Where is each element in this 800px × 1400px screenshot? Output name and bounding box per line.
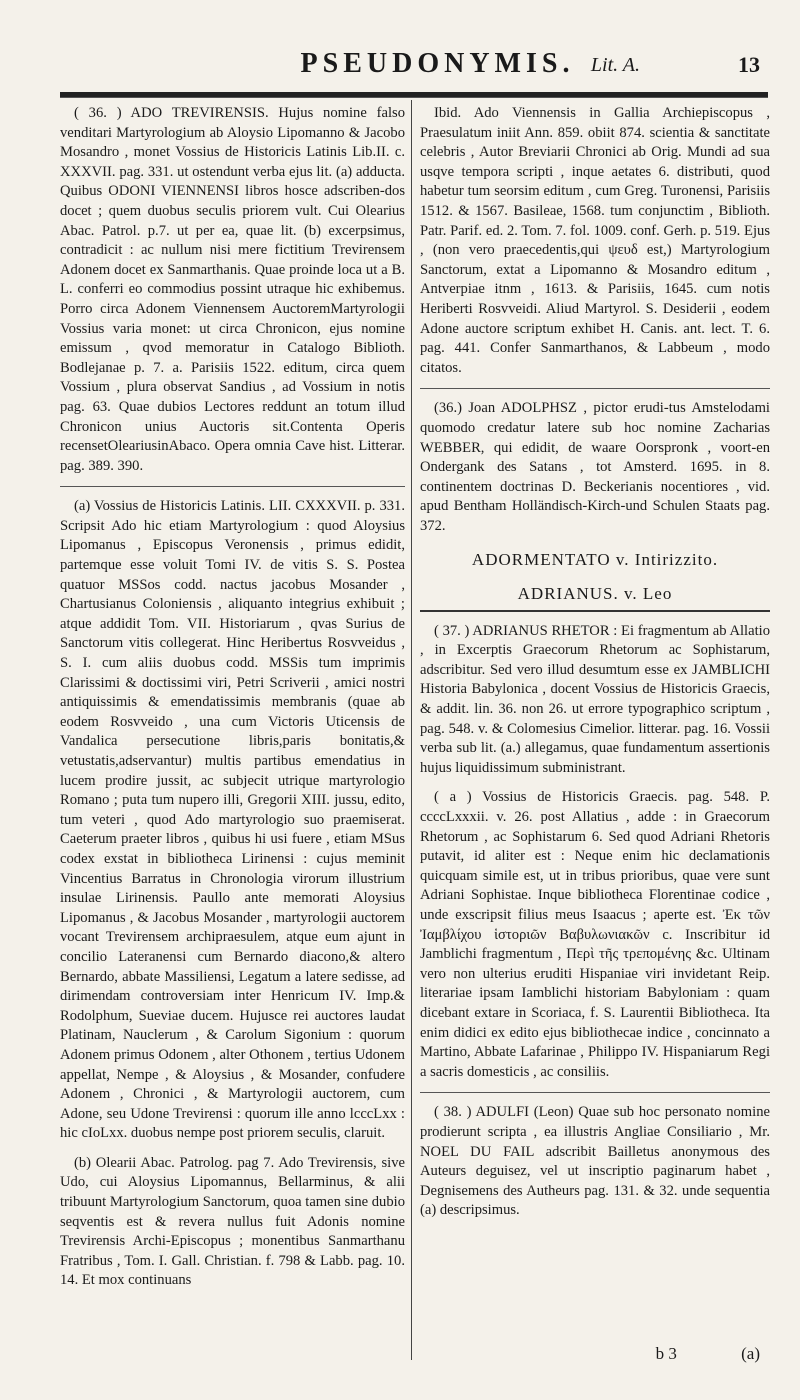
- column-divider: [411, 100, 412, 1360]
- header-rule: [60, 92, 768, 98]
- heading-adrianus: ADRIANUS. v. Leo: [517, 584, 673, 604]
- note-a-vossius: (a) Vossius de Historicis Latinis. LII. CXXXVII. p. 331. Scripsit Ado hic etiam Martyrologium : quod Aloysius Lipomanus , Episcopus Veronensis , primus edidit, partemque esse voluit Tomi IV. de vitis S. S. Postea quatuor MSSos codd. nactus jacobus Mosander , Chartusianus Coloniensis , aliquanto integrius exhibuit ; atque addidit Tom. VII. Historiarum , qvas Surius de Sanctorum vitis collegerat. Hinc Heribertus Rosvveidus , S. I. cum aliis duobus codd. MSSis tum imprimis Clarissimi & doctissimi viri, Petri Scriverii , amici nostri antiquissimis & emendatissimis membranis (quae ab eodem Rosvveido , una cum Victoris Uticensis de Vandalica persecutione libris,paris bonitatis,& vetustatis,adservantur) multis partibus emendatius in lucem prodire jussit, ac subjecit utrique martyrologio Romano ; puta tum nupero illi, Gregorii XIII. jussu, edito, tum veteri , quod Ado martyrologio suo praemiserat. Caeterum praeter libros , quibus hi usi fuere , etiam MSus codex exstat in bibliotheca Lirinensi : cujus meminit Vincentius Barratus in Chronologia virorum illustrium insulae Lirinensis. Paullo ante memorati Aloysius Lipomanus , & Jacobus Mosander , martyrologii auctorem vocant Trevirensem archipraesulem, atque eum ajunt in concilio Lateranensi cum Bernardo diacono,& altero Bernardo, abbate Massiliensi, Legatum a latere sedisse, ad dirimendam controversiam inter Henricum IV. Imp.& Rodolphum, Sueviae ducem. Hujusce rei auctores laudat Platinam, Nauclerum , & Carolum Sigonium : quorum Adonem primus Odonem , alter Othonem , tertius Udonem appellat, Nempe , & Aloysius , & Mosander, confudere Adonem , Chronici , & Martyrologii auctorem, cum Adone, seu Udone Trevirensi : quorum ille anno lcccLxx : hic cIoLxx. duobus nempe post priorem seculis, claruit.: [60, 498, 405, 1142]
- catchword: (a): [741, 1344, 760, 1363]
- divider: [420, 610, 770, 612]
- section-label: Lit. A.: [590, 54, 640, 76]
- right-column: [420, 104, 770, 1231]
- note-b-olearius: (b) Olearii Abac. Patrolog. pag 7. Ado Trevirensis, sive Udo, cui Aloysius Lipomannus, Bellarminus, & alii tribuunt Martyrologium Sanctorum, quoa tamen sine dubio seqventis est & revera nullus fuit Adonis nomine Trevirensis Archi-Episcopus ; monentibus Sanmarthanu Fratribus , Tom. I. Gall. Christian. f. 798 & Labb. pag. 10. 14. Et mox continuans: [60, 1154, 405, 1289]
- signature-mark: b 3: [655, 1344, 677, 1363]
- note-a-vossius-graecis: ( a ) Vossius de Historicis Graecis. pag. 548. P. ccccLxxxii. v. 26. post Allatius , adde : in Graecorum Rhetorum , ac Sophistarum 6. Sed quod Adriani Rhetoris putavit, id aliter est : Neque enim hic declamationis quicquam simile est, ut in tribus prioribus, quae vere sunt Adriani Sophistae. Inque bibliotheca Florentinae codice , unde exscripsit filius meus Isaacus ; aperte est. Ἐκ τῶν Ἰαμβλίχου ἱστοριῶν Βαβυλωνιακῶν c. Inscribitur id Jamblichi fragmentum , Περὶ τῆς τρεπομένης &c. Ultinam vero non ulterius eruditi Hispaniae viri invidetant Reip. literariae ipsam Iamblichi historiam Babyloniam : quam dicebant extare in Scoriaca, f. S. Laurentii Bibliotheca. Ita enim didici ex edito ejus bibliothecae indice , concinnato a Martino, Abbate Lafarinae , Philippo IV. Hispaniarum Regi a sacris domesticis , ac consiliis.: [420, 789, 770, 1080]
- page-footer: [596, 1344, 760, 1364]
- page-number: 13: [738, 52, 760, 77]
- note-ibid-ado-viennensis: Ibid. Ado Viennensis in Gallia Archiepiscopus , Praesulatum iniit Ann. 859. obiit 874. scientia & sanctitate celebris , Autor Breviarii Chronici ab Orig. Mundi ad sua usqve tempora scripti , inque aetates 6. distributi, quod habetur tum seorsim editum , cum Greg. Turonensi, Parisiis 1512. & 1567. Basileae, 1568. tum conjunctim , Biblioth. Patr. Parif. ed. 2. Tom. 7. fol. 1009. conf. Gerh. p. 519. Ejus , (non vero praecedentis,qui ψευδ est,) Martyrologium Sanctorum, extat a Lipomanno & Mosandro editum , Antverpiae itnm , 1613. & Parisiis, 1645. cum notis Heriberti Rosvveidi. Aliud Martyrol. S. Desiderii , eodem Adone auctore scriptum exhibet H. Canis. ant. lect. T. 6. pag. 441. Confer Sanmarthanos, & Labbeum , modo citatos.: [420, 105, 770, 376]
- entry-36-ado-trevirensis: ( 36. ) ADO TREVIRENSIS. Hujus nomine falso venditari Martyrologium ab Aloysio Lipomanno & Jacobo Mosandro , monet Vossius de Historicis Latinis Lib.II. c. XXXVII. pag. 331. ut ostendunt verba ejus lit. (a) adducta. Quibus ODONI VIENNENSI libros hosce adscriben-dos docet ; quem duobus seculis priorem vult. Cui Olearius Abac. Patrol. p.7. ut per ea, quae lit. (b) excerpsimus, contradicit : ac nullum nisi mere fictitium Trevirensem Adonem docet ex Sanmarthanis. Quae proinde loca ut a B. L. conferri eo commodius possint utraque hic exhibemus. Porro circa Adonem Viennensem AuctoremMartyrologii Vossius varia monet: ut circa Chronicon, ejus nomine emissum , qvod memoratur in Catalogo Biblioth. Bodlejanae p. 7. a. Parisiis 1522. editum, circa quem Vossium , plura observat Sandius , ad Vossium in notis pag. 63. Quae dubios Lectores reddunt an totum illud Chronicon unius Auctoris sit.Contenta Operis recensetOleariusinAbaco. Opera omnia Cave hist. Litterar. pag. 389. 390.: [60, 105, 405, 474]
- running-header: [115, 48, 760, 88]
- entry-36-adolphsz: (36.) Joan ADOLPHSZ , pictor erudi-tus Amstelodami quomodo credatur latere sub hoc nomine Zacharias WEBBER, qui edidit, de waare Oorspronk , voort-en Ondergank des Satans , tot Amsterd. 1695. in 8. continentem doctrinas D. Beckerianis nocentiores , vid. apud Bentham Holländisch-Kirch-und Schulen Staats pag. 372.: [420, 400, 770, 534]
- page-title: PSEUDONYMIS.: [300, 48, 575, 79]
- divider: [420, 1092, 770, 1093]
- entry-37-adrianus-rhetor: ( 37. ) ADRIANUS RHETOR : Ei fragmentum ab Allatio , in Excerptis Graecorum Rhetorum ac Sophistarum, adscribitur. Sed vero illud desumtum esse ex JAMBLICHI Historia Babylonica , docent Vossius de Historicis Graecis, & addit. lin. 36. non 26. ut errore typographico scriptum , pag. 548. v. & Colomesius Cimelior. litterar. pag. 16. Vossii verba sub lit. (a.) allegamus, quae fundamentum assertionis hujus liquidissimum subministrant.: [420, 622, 770, 776]
- entry-38-adulfi: ( 38. ) ADULFI (Leon) Quae sub hoc personato nomine prodierunt scripta , ea illustris Angliae Consiliario , Mr. NOEL DU FAIL adscribit Bailletus anonymous des Auteurs deguisez, vel ut inscriptio paginarum habet , Degnisemens des Autheurs pag. 131. & 32. unde sequentia (a) descripsimus.: [420, 1104, 770, 1219]
- divider: [420, 388, 770, 389]
- heading-adormentato: ADORMENTATO v. Intirizzito.: [471, 550, 719, 570]
- left-column: [60, 104, 405, 1301]
- divider: [60, 486, 405, 487]
